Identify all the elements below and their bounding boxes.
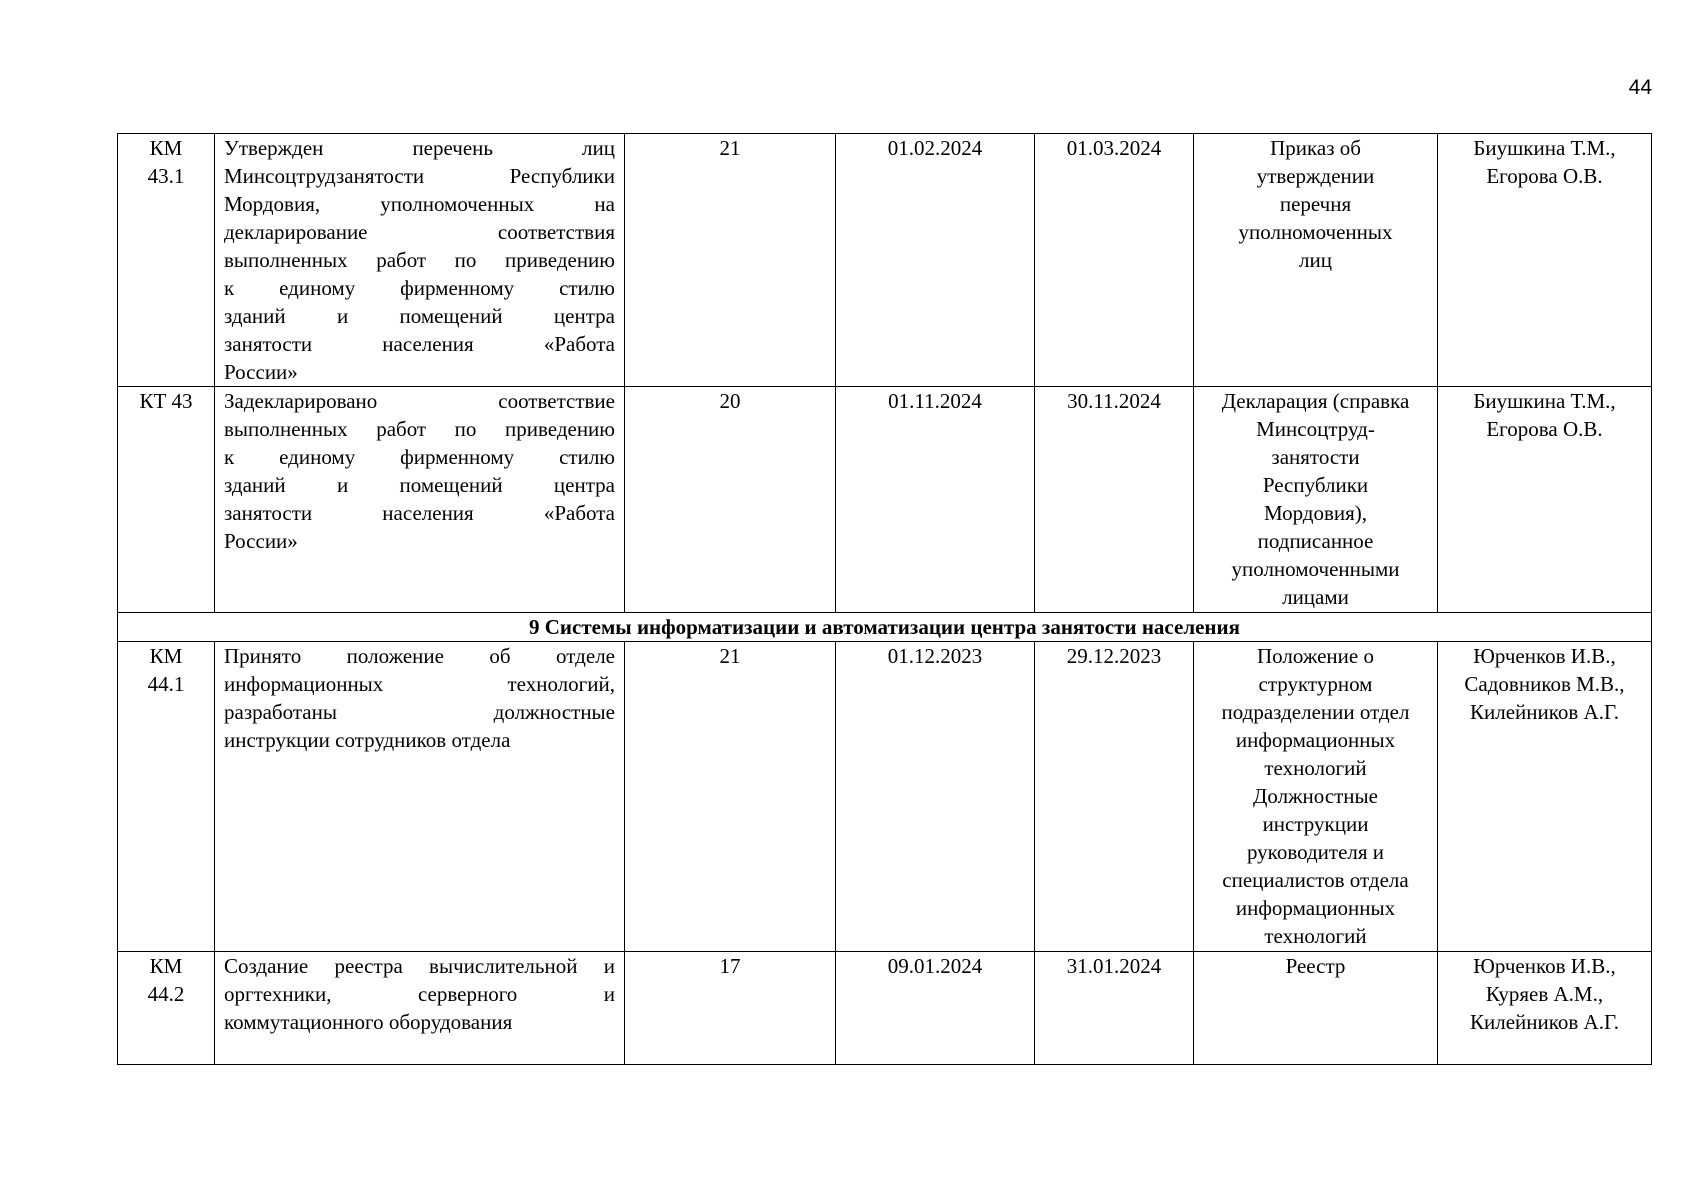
end-date: 30.11.2024: [1035, 387, 1194, 613]
milestone-description: Принято положение об отделе информационных технологий, разработаны должностные инструкции сотрудников отдела: [215, 642, 625, 952]
milestone-description: Утвержден перечень лиц Минсоцтрудзанятости Республики Мордовия, уполномоченных на декларирование соответствия выполненных работ по приведению к единому фирменному стилю зданий и помещений центра занятости населения «Работа России»: [215, 134, 625, 387]
start-date: 01.11.2024: [836, 387, 1035, 613]
milestone-number: 17: [625, 952, 836, 1065]
start-date: 01.12.2023: [836, 642, 1035, 952]
table-row: [118, 387, 1652, 613]
result-document: Приказ об утверждении перечня уполномоченных лиц: [1194, 134, 1438, 387]
plan-table: [117, 133, 1652, 1065]
milestone-number: 21: [625, 642, 836, 952]
table-row: [118, 642, 1652, 952]
responsible-persons: Юрченков И.В., Куряев А.М., Килейников А.Г.: [1438, 952, 1652, 1065]
responsible-persons: Биушкина Т.М., Егорова О.В.: [1438, 134, 1652, 387]
milestone-number: 21: [625, 134, 836, 387]
milestone-code: КМ 44.2: [118, 952, 215, 1065]
result-document: Положение о структурном подразделении отдел информационных технологий Должностные инструкции руководителя и специалистов отдела информационных технологий: [1194, 642, 1438, 952]
responsible-persons: Юрченков И.В., Садовников М.В., Килейников А.Г.: [1438, 642, 1652, 952]
responsible-persons: Биушкина Т.М., Егорова О.В.: [1438, 387, 1652, 613]
table-row: [118, 134, 1652, 387]
milestone-description: Создание реестра вычислительной и оргтехники, серверного и коммутационного оборудования: [215, 952, 625, 1065]
start-date: 01.02.2024: [836, 134, 1035, 387]
milestone-number: 20: [625, 387, 836, 613]
result-document: Реестр: [1194, 952, 1438, 1065]
milestone-code: КТ 43: [118, 387, 215, 613]
end-date: 01.03.2024: [1035, 134, 1194, 387]
milestone-code: КМ 43.1: [118, 134, 215, 387]
section-row: [118, 613, 1652, 642]
page-number: 44: [1628, 76, 1652, 99]
result-document: Декларация (справка Минсоцтруд- занятости Республики Мордовия), подписанное уполномоченными лицами: [1194, 387, 1438, 613]
start-date: 09.01.2024: [836, 952, 1035, 1065]
section-title: 9 Системы информатизации и автоматизации центра занятости населения: [118, 613, 1652, 642]
milestone-code: КМ 44.1: [118, 642, 215, 952]
end-date: 31.01.2024: [1035, 952, 1194, 1065]
table-row: [118, 952, 1652, 1065]
milestone-description: Задекларировано соответствие выполненных работ по приведению к единому фирменному стилю зданий и помещений центра занятости населения «Работа России»: [215, 387, 625, 613]
end-date: 29.12.2023: [1035, 642, 1194, 952]
